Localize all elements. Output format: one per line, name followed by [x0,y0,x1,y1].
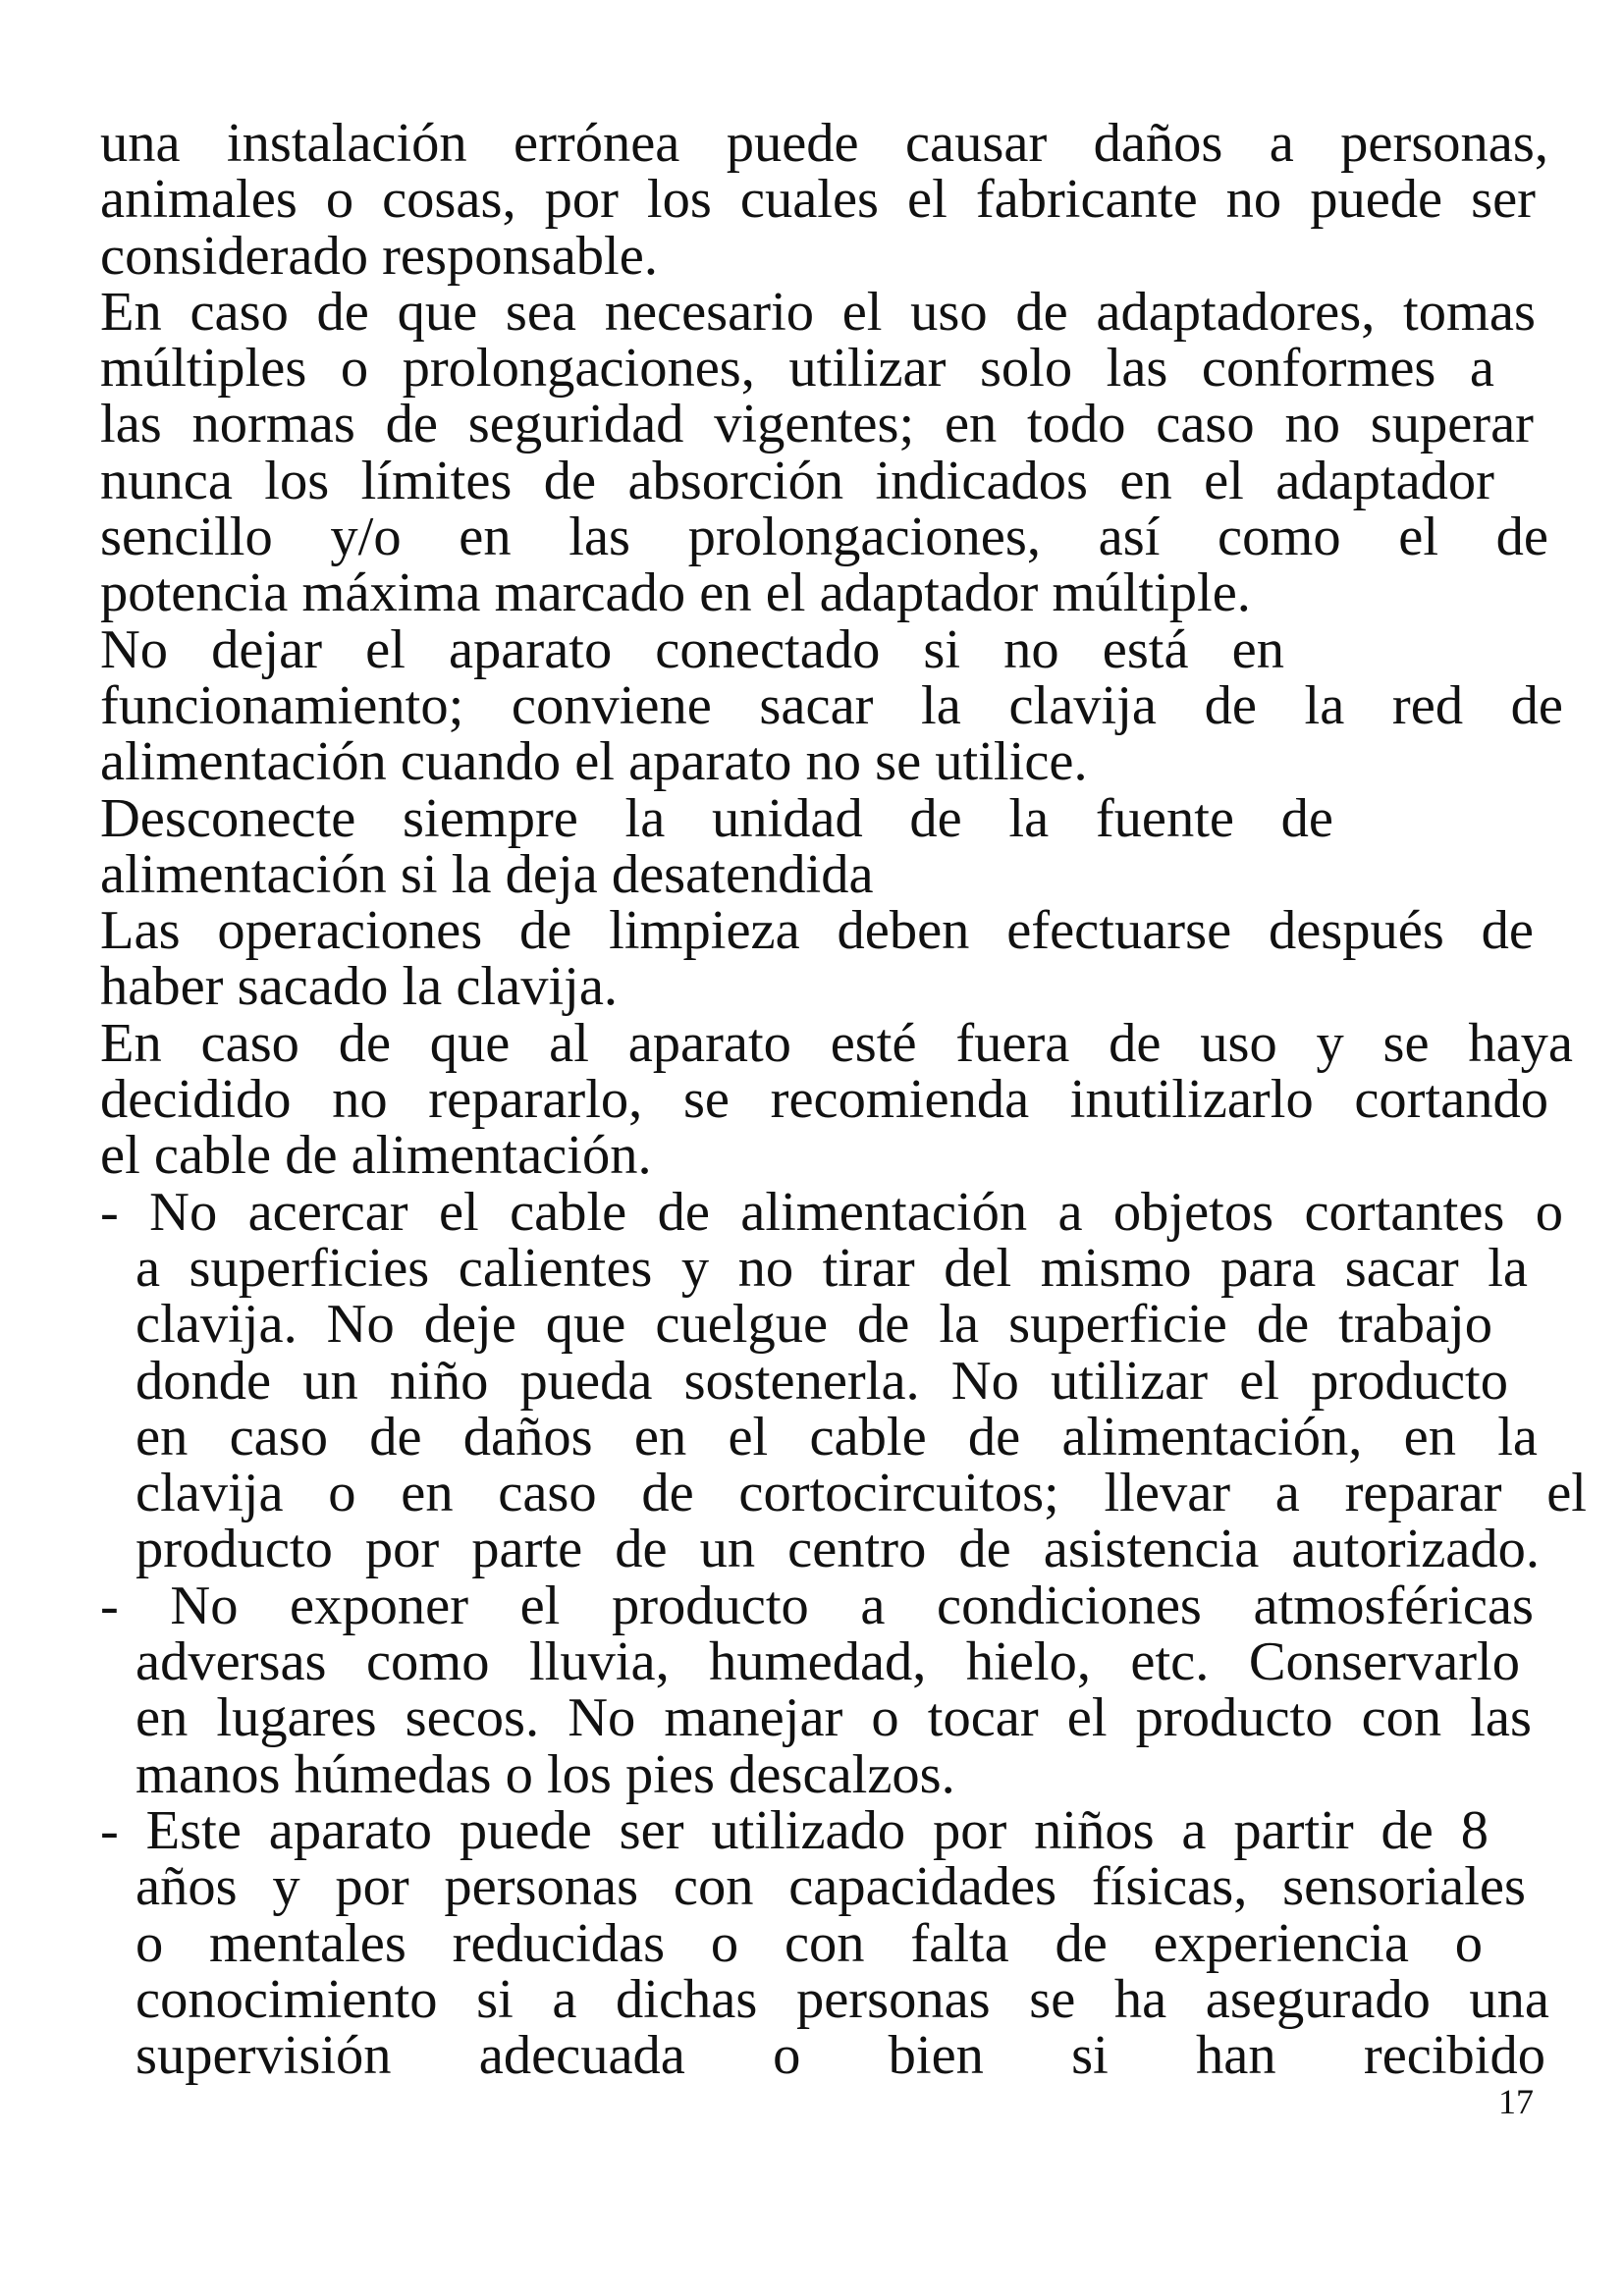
text-line: el cable de alimentación. [100,1125,652,1187]
list-item-line: supervisión adecuada o bien si han recibido [135,2025,1545,2087]
text-line: alimentación cuando el aparato no se utilice. [100,731,1088,793]
list-item-line: clavija. No deje que cuelgue de la superficie de trabajo [135,1294,1492,1356]
text-line: Desconecte siempre la unidad de la fuente de [100,787,1333,849]
document-body [100,113,1587,2087]
text-line: sencillo y/o en las prolongaciones, así como el de [100,507,1548,568]
text-line: múltiples o prolongaciones, utilizar solo las conformes a [100,338,1494,400]
list-item-line: - No exponer el producto a condiciones atmosféricas [100,1575,1534,1636]
text-line: una instalación errónea puede causar daños a personas, [100,113,1548,174]
list-item-line: en lugares secos. No manejar o tocar el producto con las [135,1687,1532,1749]
list-item-line: donde un niño pueda sostenerla. No utilizar el producto [135,1350,1508,1412]
text-line: Las operaciones de limpieza deben efectuarse después de [100,900,1534,962]
list-item-line: - No acercar el cable de alimentación a objetos cortantes o [100,1181,1563,1243]
text-line: considerado responsable. [100,225,658,287]
list-item-line: a superficies calientes y no tirar del mismo para sacar la [135,1237,1528,1299]
list-item-line: conocimiento si a dichas personas se ha asegurado una [135,1968,1549,2030]
list-item-line: años y por personas con capacidades físicas, sensoriales [135,1856,1526,1918]
text-line: En caso de que sea necesario el uso de adaptadores, tomas [100,281,1536,343]
list-item-line: adversas como lluvia, humedad, hielo, etc. Conservarlo [135,1631,1520,1693]
text-line: funcionamiento; conviene sacar la clavija de la red de [100,674,1563,736]
list-item-line: - Este aparato puede ser utilizado por niños a partir de 8 [100,1799,1489,1861]
text-line: nunca los límites de absorción indicados en el adaptador [100,450,1494,511]
text-line: animales o cosas, por los cuales el fabricante no puede ser [100,169,1536,231]
text-line: haber sacado la clavija. [100,956,619,1018]
list-item-line: en caso de daños en el cable de alimentación, en la [135,1406,1538,1468]
text-line: No dejar el aparato conectado si no está en [100,618,1284,680]
list-item-line: manos húmedas o los pies descalzos. [135,1743,955,1805]
text-line: potencia máxima marcado en el adaptador múltiple. [100,562,1251,624]
text-line: decidido no repararlo, se recomienda inutilizarlo cortando [100,1069,1548,1131]
text-line: las normas de seguridad vigentes; en todo caso no superar [100,394,1534,455]
list-item-line: o mentales reducidas o con falta de experiencia o [135,1912,1483,1974]
list-item-line: producto por parte de un centro de asistencia autorizado. [135,1519,1540,1580]
page-number: 17 [1498,2082,1534,2121]
text-line: En caso de que al aparato esté fuera de uso y se haya [100,1012,1573,1074]
list-item-line: clavija o en caso de cortocircuitos; llevar a reparar el [135,1463,1587,1524]
text-line: alimentación si la deja desatendida [100,843,874,905]
